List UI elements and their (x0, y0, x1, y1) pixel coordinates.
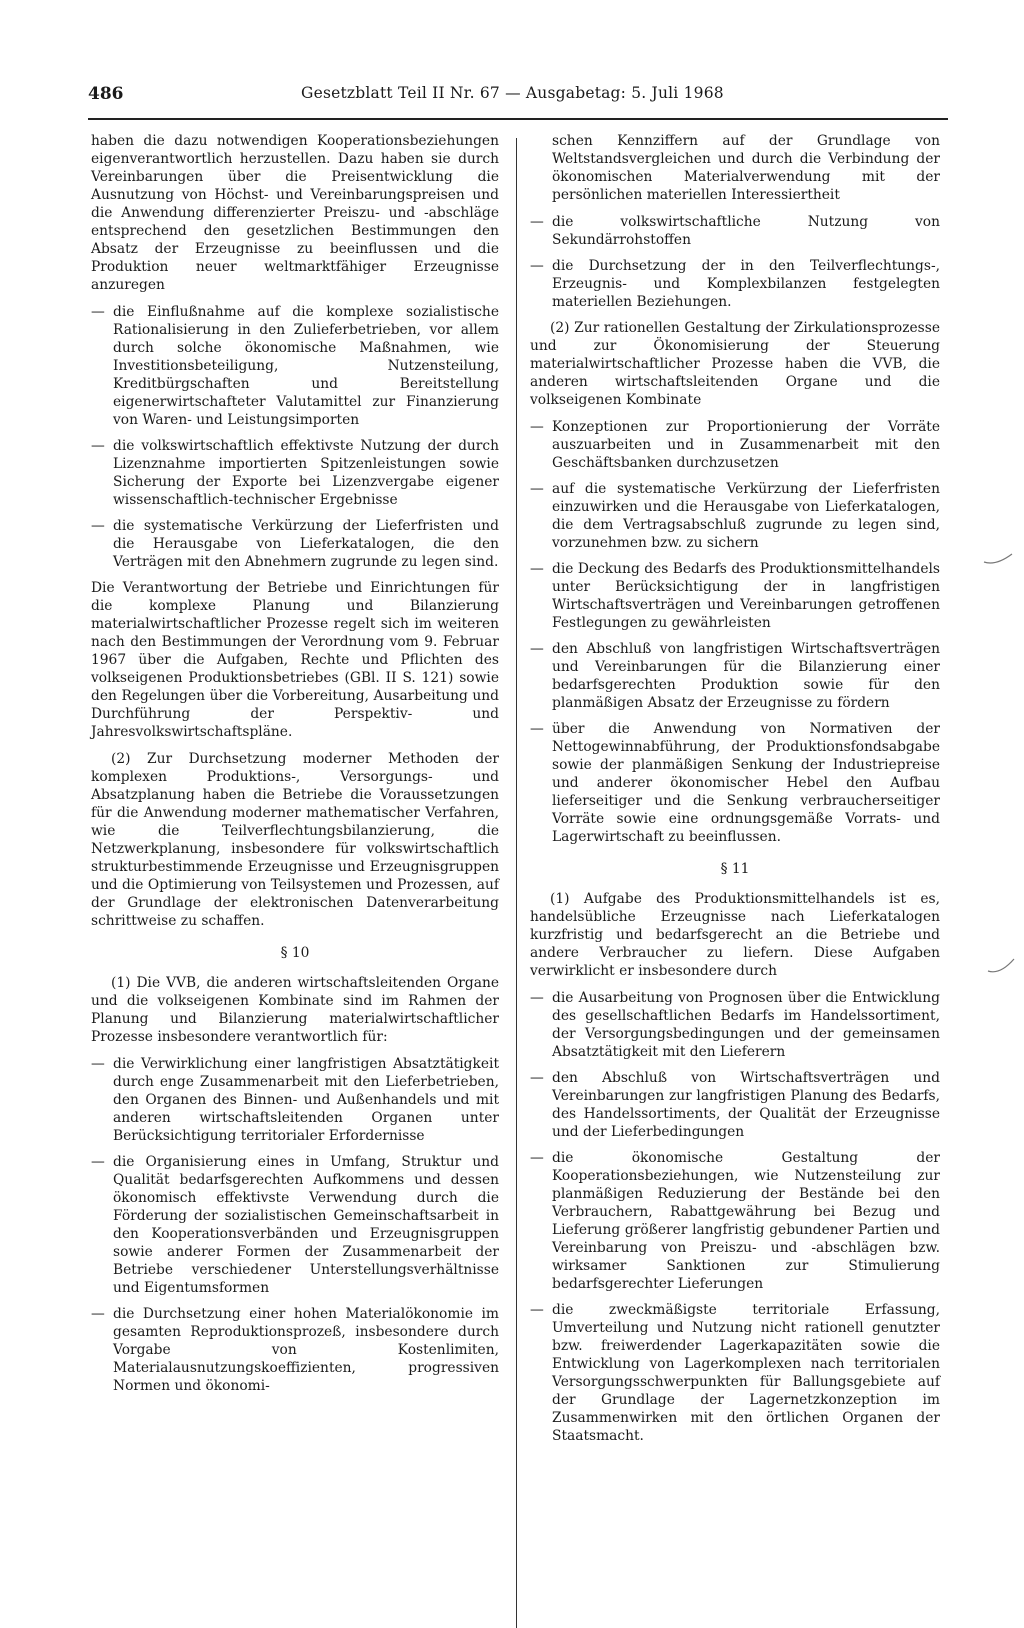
section-10-paragraph: (1) Die VVB, die anderen wirtschaftsleitenden Organe und die volkseigenen Kombinate sind im Rahmen der Planung und Bilanzierung materialwirtschaftlicher Prozesse insbesondere verantwortlich für: (91, 975, 499, 1045)
page-header (88, 84, 948, 114)
list-item (91, 1055, 499, 1145)
paragraph-2-left: (2) Zur Durchsetzung moderner Methoden der komplexen Produktions-, Versorgungs- und Absatzplanung haben die Betriebe die Voraussetzungen für die Anwendung moderner mathematischer Verfahren, wie die Teilverflechtungsbilanzierung, die Netzwerkplanung, insbesondere für volkswirtschaftlich strukturbestimmende Erzeugnisse und Erzeugnisgruppen und die Optimierung von Teilsystemen und Prozessen, auf der Grundlage der elektronischen Datenverarbeitung schrittweise zu schaffen. (91, 751, 499, 929)
paragraph-2-right: (2) Zur rationellen Gestaltung der Zirkulationsprozesse und zur Ökonomisierung der Steuerung materialwirtschaftlicher Prozesse haben die VVB, die anderen wirtschaftsleitenden Organe und die volkseigenen Kombinate (530, 320, 940, 408)
dash-bullet: — (530, 214, 544, 230)
list-item-text: die volkswirtschaftliche Nutzung von Sekundärrohstoffen (552, 214, 940, 248)
list-item-text: die Verwirklichung einer langfristigen Absatztätigkeit durch enge Zusammenarbeit mit den Lieferbetrieben, den Organen des Binnen- und Außenhandels und mit anderen wirtschaftsleitenden Organen unter Berücksichtigung territorialer Erfordernisse (113, 1056, 499, 1144)
list-item-text: die Einflußnahme auf die komplexe sozialistische Rationalisierung in den Zulieferbetrieben, vor allem durch solche ökonomische Maßnahmen, wie Investitionsbeteiligung, Nutzensteilung, Kreditbürgschaften und Bereitstellung eigenerwirtschafteter Valutamittel zur Finanzierung von Waren- und Leistungsimporten (113, 304, 499, 428)
dash-bullet: — (530, 481, 544, 497)
dash-bullet: — (530, 641, 544, 657)
dash-bullet: — (530, 561, 544, 577)
header-rule (88, 118, 948, 120)
list-item-text: die Deckung des Bedarfs des Produktionsmittelhandels unter Berücksichtigung der in langfristigen Wirtschaftsverträgen und Vereinbarungen getroffenen Festlegungen zu gewährleisten (552, 561, 940, 631)
dash-bullet: — (91, 1056, 105, 1072)
list-item-text: die volkswirtschaftlich effektivste Nutzung der durch Lizenznahme importierten Spitzenleistungen sowie Sicherung der Exporte bei Lizenzvergabe eigener wissenschaftlich-technischer Ergebnisse (113, 438, 499, 508)
list-item (530, 1149, 940, 1293)
list-item-text: die Organisierung eines in Umfang, Struktur und Qualität bedarfsgerechten Aufkommens und dessen ökonomisch effektivste Verwendung durch die Förderung der sozialistischen Gemeinschaftsarbeit in den Kooperationsverbänden und Erzeugnisgruppen sowie anderer Formen der Zusammenarbeit der Betriebe verschiedener Unterstellungsverhältnisse und Eigentumsformen (113, 1154, 499, 1296)
list-item-text: Konzeptionen zur Proportionierung der Vorräte auszuarbeiten und in Zusammenarbeit mit den Geschäftsbanken durchzusetzen (552, 419, 940, 471)
dash-bullet: — (91, 1154, 105, 1170)
list-item-text: die systematische Verkürzung der Lieferfristen und die Herausgabe von Lieferkatalogen, die den Verträgen mit den Abnehmern zugrunde zu legen sind. (113, 518, 499, 570)
left-column (91, 132, 499, 1403)
list-item-text: auf die systematische Verkürzung der Lieferfristen einzuwirken und die Herausgabe von Lieferkatalogen, die dem Vertragsabschluß zugrunde zu legen sind, vorzunehmen bzw. zu sichern (552, 481, 940, 551)
dash-bullet: — (530, 258, 544, 274)
list-item (530, 560, 940, 632)
dash-bullet: — (91, 1306, 105, 1322)
list-item-text: die ökonomische Gestaltung der Kooperationsbeziehungen, wie Nutzensteilung zur planmäßigen Reduzierung der Bestände bei den Verbrauchern, Rabattgewährung bei Bezug und Lieferung größerer langfristig gebundener Partien und Vereinbarung von Preiszu- und -abschlägen bzw. wirksamer Sanktionen zur Stimulierung bedarfsgerechter Lieferungen (552, 1150, 940, 1292)
list-item (530, 213, 940, 249)
list-item-text: die Ausarbeitung von Prognosen über die Entwicklung des gesellschaftlichen Bedarfs im Handelssortiment, der Versorgungsbedingungen und der gemeinsamen Absatztätigkeit mit den Lieferern (552, 990, 940, 1060)
dash-bullet: — (530, 1302, 544, 1318)
section-10-title: § 10 (280, 945, 310, 961)
dash-bullet: — (530, 1150, 544, 1166)
list-item (530, 989, 940, 1061)
list-item-text: den Abschluß von Wirtschaftsverträgen und Vereinbarungen zur langfristigen Planung des Bedarfs, des Handelssortiments, der Qualität der Erzeugnisse und der Lieferbedingungen (552, 1070, 940, 1140)
right-column (530, 132, 940, 1453)
column-divider (516, 138, 517, 1628)
list-item-text: über die Anwendung von Normativen der Nettogewinnabführung, der Produktionsfondsabgabe sowie der planmäßigen Senkung der Industriepreise und anderer ökonomischer Hebel den Aufbau lieferseitiger und die Senkung verbraucherseitiger Vorräte sowie eine ordnungsgemäße Vorrats- und Lagerwirtschaft zu beeinflussen. (552, 721, 940, 845)
page-number: 486 (88, 84, 124, 104)
list-item-text: die Durchsetzung der in den Teilverflechtungs-, Erzeugnis- und Komplexbilanzen festgelegten materiellen Beziehungen. (552, 258, 940, 310)
paragraph-continued: schen Kennziffern auf der Grundlage von Weltstandsvergleichen und durch die Verbindung der ökonomischen Materialverwendung mit der persönlichen materiellen Interessiertheit (552, 133, 940, 203)
list-item-text: die Durchsetzung einer hohen Materialökonomie im gesamten Reproduktionsprozeß, insbesondere durch Vorgabe von Kostenlimiten, Materialausnutzungskoeffizienten, progressiven Normen und ökonomi- (113, 1306, 499, 1394)
gazette-title: Gesetzblatt Teil II Nr. 67 — Ausgabetag: 5. Juli 1968 (301, 84, 724, 102)
list-item (91, 517, 499, 571)
paragraph-verantwortung: Die Verantwortung der Betriebe und Einrichtungen für die komplexe Planung und Bilanzierung materialwirtschaftlicher Prozesse regelt sich im weiteren nach den Bestimmungen der Verordnung vom 9. Februar 1967 über die Aufgaben, Rechte und Pflichten des volkseigenen Produktionsbetriebes (GBl. II S. 121) sowie den Regelungen über die Vorbereitung, Ausarbeitung und Durchführung der Perspektiv- und Jahresvolkswirtschaftspläne. (91, 580, 499, 740)
list-item (91, 1305, 499, 1395)
list-item (530, 720, 940, 846)
paragraph-intro: haben die dazu notwendigen Kooperationsbeziehungen eigenverantwortlich herzustellen. Dazu haben sie durch Vereinbarungen über die Preisentwicklung die Ausnutzung von Höchst- und Vereinbarungspreisen und die Anwendung differenzierter Preiszu- und -abschläge entsprechend den gesetzlichen Bestimmungen den Absatz der Erzeugnisse zu beeinflussen und die Produktion neuer weltmarktfähiger Erzeugnisse anzuregen (91, 133, 499, 293)
list-item (91, 1153, 499, 1297)
list-item (91, 303, 499, 429)
list-item (530, 418, 940, 472)
list-item (530, 640, 940, 712)
section-11-paragraph: (1) Aufgabe des Produktionsmittelhandels ist es, handelsübliche Erzeugnisse nach Lieferkatalogen kurzfristig und bedarfsgerecht an die Betriebe und andere Verbraucher zu liefern. Diese Aufgaben verwirklicht er insbesondere durch (530, 891, 940, 979)
list-item (530, 480, 940, 552)
dash-bullet: — (530, 1070, 544, 1086)
pencil-mark-icon (982, 548, 1018, 568)
list-item-text: den Abschluß von langfristigen Wirtschaftsverträgen und Vereinbarungen für die Bilanzierung einer bedarfsgerechten Produktion sowie für den planmäßigen Absatz der Erzeugnisse zu fördern (552, 641, 940, 711)
list-item (530, 257, 940, 311)
dash-bullet: — (530, 419, 544, 435)
list-item (91, 437, 499, 509)
dash-bullet: — (530, 721, 544, 737)
list-item (530, 1069, 940, 1141)
list-item (530, 1301, 940, 1445)
dash-bullet: — (530, 990, 544, 1006)
dash-bullet: — (91, 518, 105, 534)
section-11-title: § 11 (720, 861, 750, 877)
dash-bullet: — (91, 438, 105, 454)
pencil-mark-icon (986, 955, 1018, 977)
dash-bullet: — (91, 304, 105, 320)
list-item-text: die zweckmäßigste territoriale Erfassung, Umverteilung und Nutzung nicht rationell genutzter bzw. freiwerdender Lagerkapazitäten sowie die Entwicklung von Lagerkomplexen nach territorialen Versorgungsschwerpunkten für Ballungsgebiete auf der Grundlage der Lagernetzkonzeption im Zusammenwirken mit den örtlichen Organen der Staatsmacht. (552, 1302, 940, 1444)
